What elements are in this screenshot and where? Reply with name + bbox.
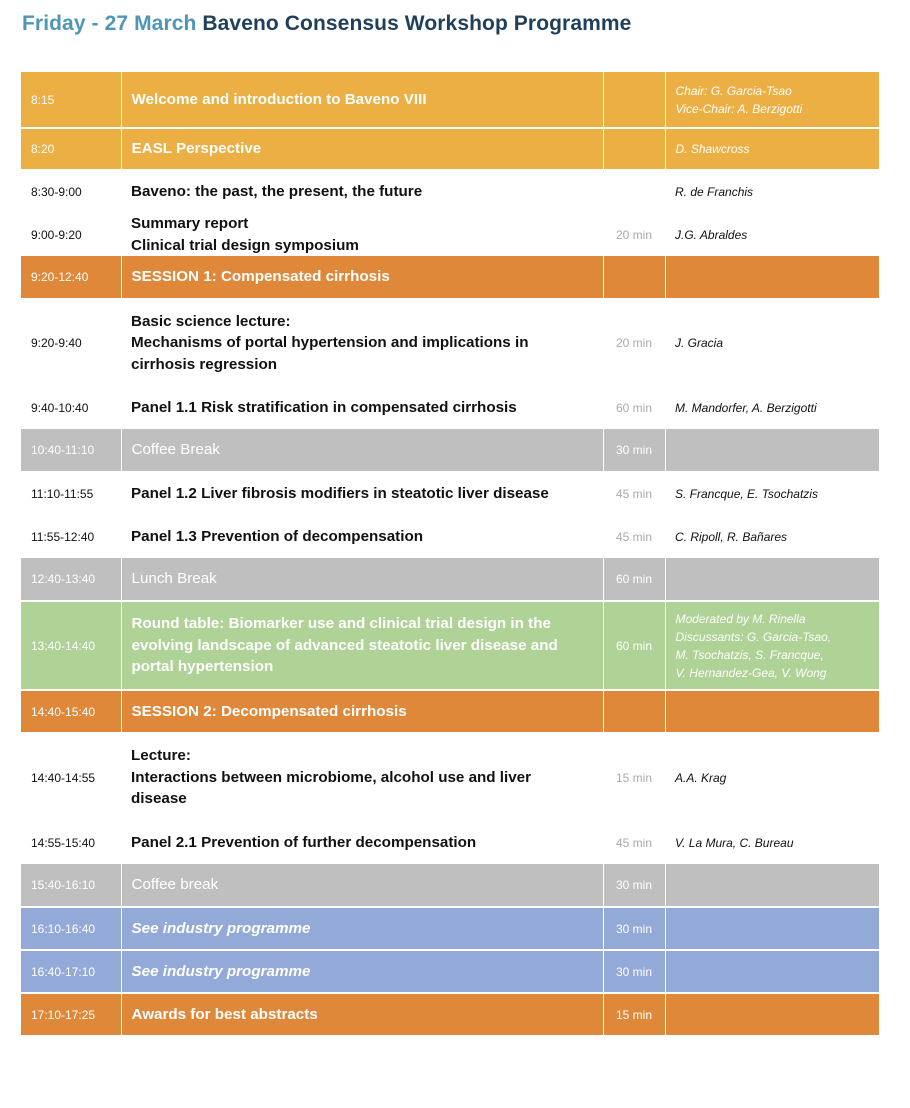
row-title-line: Panel 1.2 Liver fibrosis modifiers in steatotic liver disease [131,485,549,503]
speaker-line: Discussants: G. Garcia-Tsao, [675,629,832,644]
speaker-line: D. Shawcross [675,142,750,156]
row-time: 14:40-15:40 [21,690,121,733]
row-speakers [665,170,879,213]
row-title-line: Coffee Break [131,441,220,459]
row-duration: 30 min [603,950,665,993]
row-duration: 45 min [603,472,665,515]
row-speakers [665,429,879,472]
row-title [121,821,603,864]
row-title-line: Awards for best abstracts [131,1005,318,1023]
programme-row [21,213,879,256]
row-title-line: Coffee break [131,876,219,894]
row-title-line: disease [131,790,187,808]
row-time: 16:10-16:40 [21,907,121,950]
row-title-line: Baveno: the past, the present, the future [131,183,423,201]
programme-row [21,128,879,170]
row-time: 10:40-11:10 [21,429,121,472]
row-title-line: SESSION 2: Decompensated cirrhosis [131,702,407,720]
row-title-line: Basic science lecture: [131,312,291,330]
row-title [121,993,603,1036]
row-duration: 30 min [603,864,665,907]
row-speakers [665,733,879,821]
programme-row [21,907,879,950]
row-time: 8:30-9:00 [21,170,121,213]
row-time: 17:10-17:25 [21,993,121,1036]
row-title-line: See industry programme [131,962,311,980]
row-title-line: cirrhosis regression [131,355,278,373]
row-duration: 60 min [603,558,665,601]
programme-row [21,821,879,864]
row-title [121,213,603,256]
row-time: 9:40-10:40 [21,386,121,429]
speaker-line: M. Mandorfer, A. Berzigotti [675,400,817,415]
row-speakers [665,864,879,907]
row-speakers [665,993,879,1036]
programme-row [21,950,879,993]
row-title-line: SESSION 1: Compensated cirrhosis [131,268,390,286]
row-time: 14:55-15:40 [21,821,121,864]
speaker-line: V. Hernandez-Gea, V. Wong [675,665,827,680]
row-time: 15:40-16:10 [21,864,121,907]
row-title [121,170,603,213]
row-duration: 45 min [603,821,665,864]
row-title [121,950,603,993]
row-title-line: Lunch Break [131,570,217,588]
row-time: 11:10-11:55 [21,472,121,515]
row-title-line: EASL Perspective [131,140,262,158]
row-speakers [665,690,879,733]
row-title-line: portal hypertension [131,658,274,676]
row-time: 11:55-12:40 [21,515,121,558]
row-time: 16:40-17:10 [21,950,121,993]
programme-row [21,558,879,601]
row-time: 13:40-14:40 [21,601,121,690]
programme-row [21,515,879,558]
row-speakers [665,515,879,558]
row-duration: 30 min [603,429,665,472]
row-time: 8:15 [21,72,121,128]
programme-row [21,429,879,472]
row-title-line: Round table: Biomarker use and clinical trial design in the [131,615,551,633]
speaker-line: J. Gracia [675,336,724,350]
row-speakers [665,386,879,429]
programme-row [21,72,879,128]
row-title [121,299,603,386]
row-title-line: Panel 1.1 Risk stratification in compensated cirrhosis [131,398,517,416]
row-title [121,472,603,515]
programme-row [21,170,879,213]
row-time: 12:40-13:40 [21,558,121,601]
row-duration: 15 min [603,733,665,821]
row-duration: 20 min [603,213,665,256]
speaker-line: A.A. Krag [675,770,727,785]
row-duration: 30 min [603,907,665,950]
programme-row [21,690,879,733]
row-duration [603,690,665,733]
row-title-line: Lecture: [131,747,191,765]
row-speakers [665,907,879,950]
row-title-line: Clinical trial design symposium [131,236,359,254]
row-speakers [665,213,879,256]
row-speakers [665,72,879,128]
row-speakers [665,472,879,515]
row-speakers [665,128,879,170]
row-time: 9:00-9:20 [21,213,121,256]
row-title [121,429,603,472]
row-duration [603,72,665,128]
row-title [121,515,603,558]
row-title [121,128,603,170]
row-title [121,256,603,299]
row-title [121,907,603,950]
speaker-line: J.G. Abraldes [675,227,748,242]
row-title [121,733,603,821]
row-title-line: Summary report [131,215,249,232]
programme-table [21,72,879,1037]
title-main: Baveno Consensus Workshop Programme [202,12,632,35]
row-title [121,72,603,128]
row-title [121,601,603,690]
programme-row [21,472,879,515]
row-title-line: See industry programme [131,919,311,937]
row-duration [603,128,665,170]
programme-row [21,733,879,821]
row-title-line: Panel 2.1 Prevention of further decompensation [131,833,477,851]
row-title [121,864,603,907]
row-speakers [665,256,879,299]
row-duration [603,170,665,213]
row-speakers [665,950,879,993]
programme-table-body [21,72,879,1036]
row-duration: 20 min [603,299,665,386]
row-title-line: Mechanisms of portal hypertension and implications in [131,334,529,352]
speaker-line: Chair: G. Garcia-Tsao [675,83,792,98]
row-duration: 45 min [603,515,665,558]
programme-row [21,864,879,907]
row-title-line: Interactions between microbiome, alcohol use and liver [131,768,532,786]
speaker-line: S. Francque, E. Tsochatzis [675,487,818,501]
row-time: 14:40-14:55 [21,733,121,821]
row-time: 8:20 [21,128,121,170]
row-title-line: evolving landscape of advanced steatotic liver disease and [131,636,558,654]
speaker-line: R. de Franchis [675,185,754,199]
row-time: 9:20-9:40 [21,299,121,386]
row-speakers [665,601,879,690]
row-title [121,558,603,601]
speaker-line: Moderated by M. Rinella [675,611,806,626]
speaker-line: Vice-Chair: A. Berzigotti [675,101,803,116]
row-title-line: Panel 1.3 Prevention of decompensation [131,527,424,545]
programme-row [21,256,879,299]
row-time: 9:20-12:40 [21,256,121,299]
programme-row [21,993,879,1036]
row-speakers [665,821,879,864]
row-speakers [665,299,879,386]
row-duration: 60 min [603,386,665,429]
row-title [121,386,603,429]
row-duration [603,256,665,299]
row-speakers [665,558,879,601]
speaker-line: V. La Mura, C. Bureau [675,835,794,850]
programme-row [21,601,879,690]
programme-row [21,299,879,386]
row-duration: 60 min [603,601,665,690]
speaker-line: C. Ripoll, R. Bañares [675,529,788,544]
programme-row [21,386,879,429]
title-day: Friday - 27 March [22,12,197,35]
speaker-line: M. Tsochatzis, S. Francque, [675,647,824,662]
page-title [22,12,631,36]
row-duration: 15 min [603,993,665,1036]
row-title [121,690,603,733]
row-title-line: Welcome and introduction to Baveno VIII [131,90,427,108]
